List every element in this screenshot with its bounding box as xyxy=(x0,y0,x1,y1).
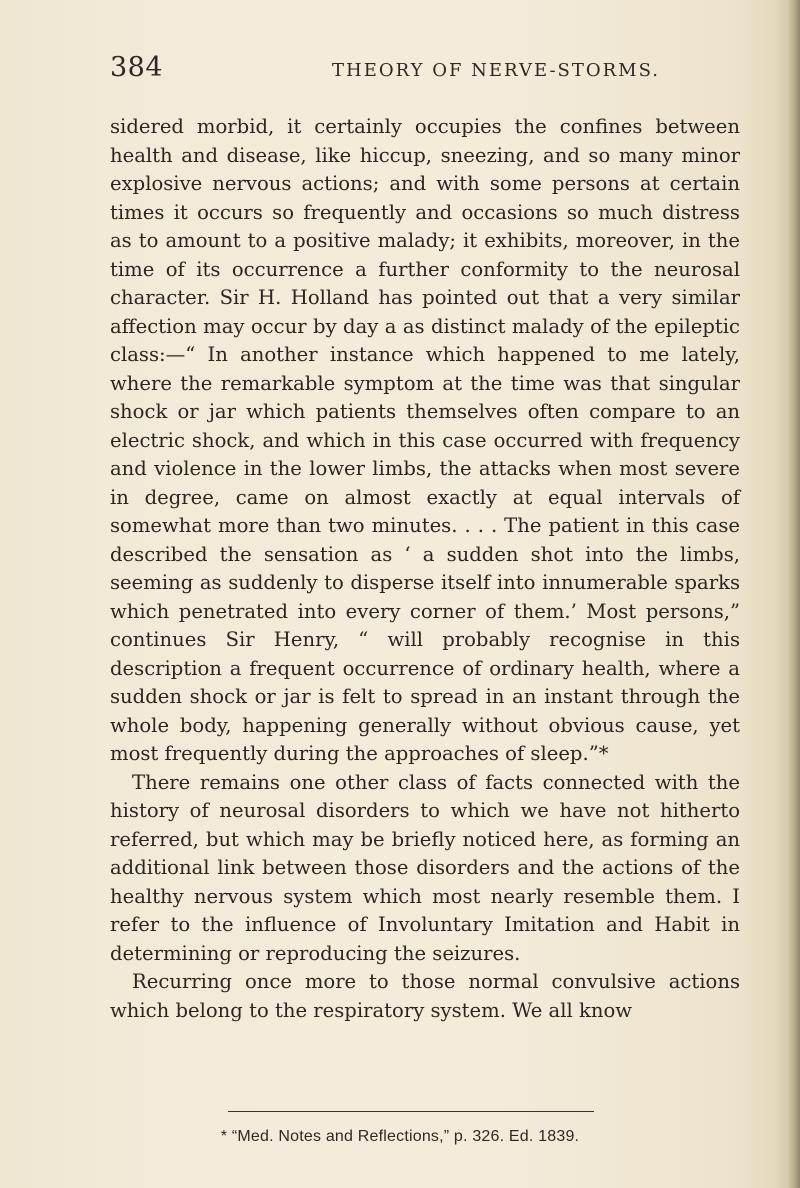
page-header xyxy=(110,52,730,88)
page-number: 384 xyxy=(110,52,164,83)
running-head: THEORY OF NERVE-STORMS. xyxy=(332,60,661,81)
page-edge-shadow xyxy=(778,0,800,1188)
paragraph-continued: sidered morbid, it certainly occupies the confines between health and disease, like hiccup, sneezing, and so many minor explosive nervous actions; and with some persons at certain times it occurs so frequently and occasions so much distress as to amount to a positive malady; it exhibits, moreover, in the time of its occurrence a further conformity to the neurosal character. Sir H. Holland has pointed out that a very similar affection may occur by day a as distinct malady of the epileptic class:—“ In another instance which happened to me lately, where the remarkable symptom at the time was that singular shock or jar which patients themselves often compare to an electric shock, and which in this case occurred with frequency and violence in the lower limbs, the attacks when most severe in degree, came on almost exactly at equal intervals of somewhat more than two minutes. . . . The patient in this case described the sensation as ‘ a sudden shot into the limbs, seeming as suddenly to disperse itself into innumerable sparks which penetrated into every corner of them.’ Most persons,” continues Sir Henry, “ will probably recognise in this description a frequent occurrence of ordinary health, where a sudden shock or jar is felt to spread in an instant through the whole body, happening generally without obvious cause, yet most frequently during the approaches of sleep.”* xyxy=(110,115,740,765)
footnote: * “Med. Notes and Reflections,” p. 326. Ed. 1839. xyxy=(220,1128,580,1145)
footnote-divider xyxy=(228,1111,594,1112)
paragraph-imitation: There remains one other class of facts connected with the history of neurosal disorders to which we have not hitherto referred, but which may be briefly noticed here, as forming an additional link between those disorders and the actions of the healthy nervous system which most nearly resemble them. I refer to the influence of Involuntary Imitation and Habit in determining or reproducing the seizures. xyxy=(110,770,740,965)
body-text xyxy=(110,113,740,1025)
paragraph-recurring: Recurring once more to those normal convulsive actions which belong to the respiratory system. We all know xyxy=(110,970,740,1022)
